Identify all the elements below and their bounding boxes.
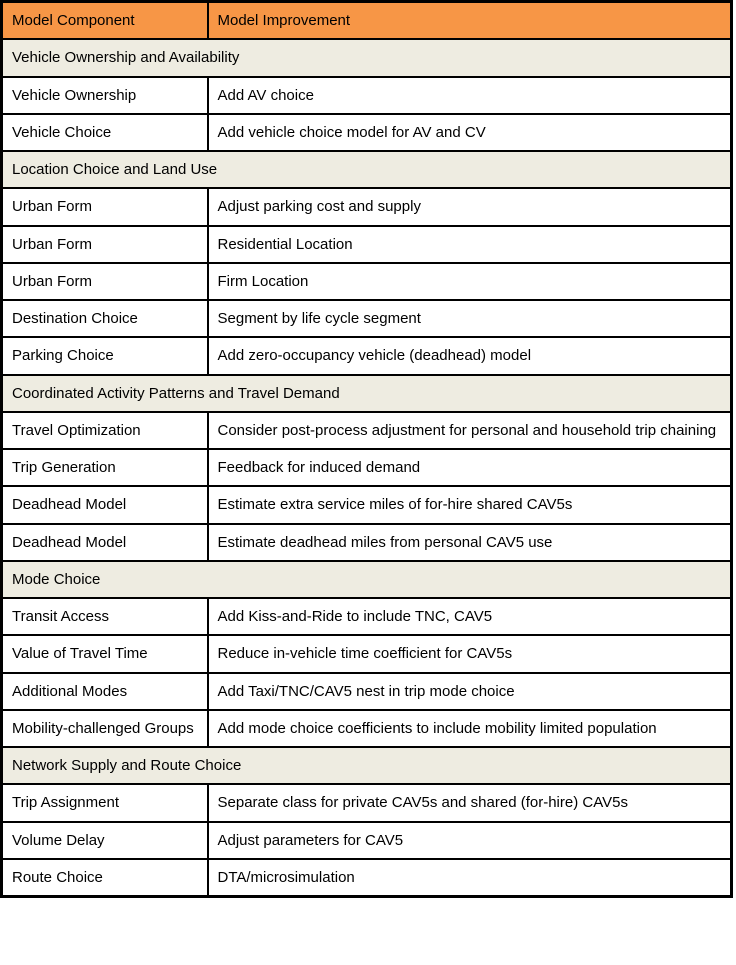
table-row bbox=[2, 784, 732, 821]
table-row bbox=[2, 263, 732, 300]
table-row bbox=[2, 226, 732, 263]
section-title: Vehicle Ownership and Availability bbox=[2, 39, 732, 76]
table-row bbox=[2, 449, 732, 486]
table-row bbox=[2, 114, 732, 151]
section-header-row bbox=[2, 151, 732, 188]
model-component-cell: Trip Generation bbox=[2, 449, 208, 486]
model-improvement-cell: Add AV choice bbox=[208, 77, 732, 114]
table-row bbox=[2, 635, 732, 672]
model-improvement-cell: Add mode choice coefficients to include mobility limited population bbox=[208, 710, 732, 747]
model-improvement-cell: Add Taxi/TNC/CAV5 nest in trip mode choice bbox=[208, 673, 732, 710]
section-header-row bbox=[2, 561, 732, 598]
model-component-cell: Urban Form bbox=[2, 226, 208, 263]
model-improvement-cell: Consider post-process adjustment for personal and household trip chaining bbox=[208, 412, 732, 449]
section-header-row bbox=[2, 747, 732, 784]
model-component-cell: Urban Form bbox=[2, 188, 208, 225]
model-component-cell: Transit Access bbox=[2, 598, 208, 635]
section-header-row bbox=[2, 375, 732, 412]
model-component-cell: Urban Form bbox=[2, 263, 208, 300]
model-improvement-cell: Add zero-occupancy vehicle (deadhead) model bbox=[208, 337, 732, 374]
section-title: Coordinated Activity Patterns and Travel Demand bbox=[2, 375, 732, 412]
model-component-cell: Parking Choice bbox=[2, 337, 208, 374]
model-component-cell: Deadhead Model bbox=[2, 524, 208, 561]
table-row bbox=[2, 300, 732, 337]
model-component-cell: Route Choice bbox=[2, 859, 208, 897]
table-row bbox=[2, 337, 732, 374]
model-component-cell: Destination Choice bbox=[2, 300, 208, 337]
model-improvement-cell: Estimate extra service miles of for-hire shared CAV5s bbox=[208, 486, 732, 523]
section-title: Mode Choice bbox=[2, 561, 732, 598]
table-row bbox=[2, 188, 732, 225]
column-header-model-improvement: Model Improvement bbox=[208, 2, 732, 40]
model-component-cell: Vehicle Choice bbox=[2, 114, 208, 151]
column-header-model-component: Model Component bbox=[2, 2, 208, 40]
model-component-cell: Mobility-challenged Groups bbox=[2, 710, 208, 747]
model-component-cell: Deadhead Model bbox=[2, 486, 208, 523]
model-improvement-cell: Feedback for induced demand bbox=[208, 449, 732, 486]
model-improvement-cell: Adjust parameters for CAV5 bbox=[208, 822, 732, 859]
table-row bbox=[2, 822, 732, 859]
model-improvement-cell: Reduce in-vehicle time coefficient for CAV5s bbox=[208, 635, 732, 672]
model-component-cell: Travel Optimization bbox=[2, 412, 208, 449]
section-title: Network Supply and Route Choice bbox=[2, 747, 732, 784]
model-improvement-cell: Firm Location bbox=[208, 263, 732, 300]
model-improvement-cell: Add vehicle choice model for AV and CV bbox=[208, 114, 732, 151]
model-improvement-cell: Segment by life cycle segment bbox=[208, 300, 732, 337]
header-row bbox=[2, 2, 732, 40]
table-row bbox=[2, 524, 732, 561]
model-component-cell: Vehicle Ownership bbox=[2, 77, 208, 114]
table-row bbox=[2, 598, 732, 635]
section-title: Location Choice and Land Use bbox=[2, 151, 732, 188]
table-row bbox=[2, 673, 732, 710]
model-improvement-cell: Estimate deadhead miles from personal CAV5 use bbox=[208, 524, 732, 561]
model-component-cell: Additional Modes bbox=[2, 673, 208, 710]
table-row bbox=[2, 486, 732, 523]
table-body bbox=[2, 39, 732, 896]
table-row bbox=[2, 710, 732, 747]
table-row bbox=[2, 77, 732, 114]
table-row bbox=[2, 412, 732, 449]
model-improvement-cell: Residential Location bbox=[208, 226, 732, 263]
model-component-cell: Trip Assignment bbox=[2, 784, 208, 821]
table-header bbox=[2, 2, 732, 40]
model-improvement-cell: Separate class for private CAV5s and shared (for-hire) CAV5s bbox=[208, 784, 732, 821]
section-header-row bbox=[2, 39, 732, 76]
model-improvement-cell: DTA/microsimulation bbox=[208, 859, 732, 897]
model-component-cell: Value of Travel Time bbox=[2, 635, 208, 672]
model-improvement-cell: Add Kiss-and-Ride to include TNC, CAV5 bbox=[208, 598, 732, 635]
model-improvement-cell: Adjust parking cost and supply bbox=[208, 188, 732, 225]
table-row bbox=[2, 859, 732, 897]
model-component-cell: Volume Delay bbox=[2, 822, 208, 859]
